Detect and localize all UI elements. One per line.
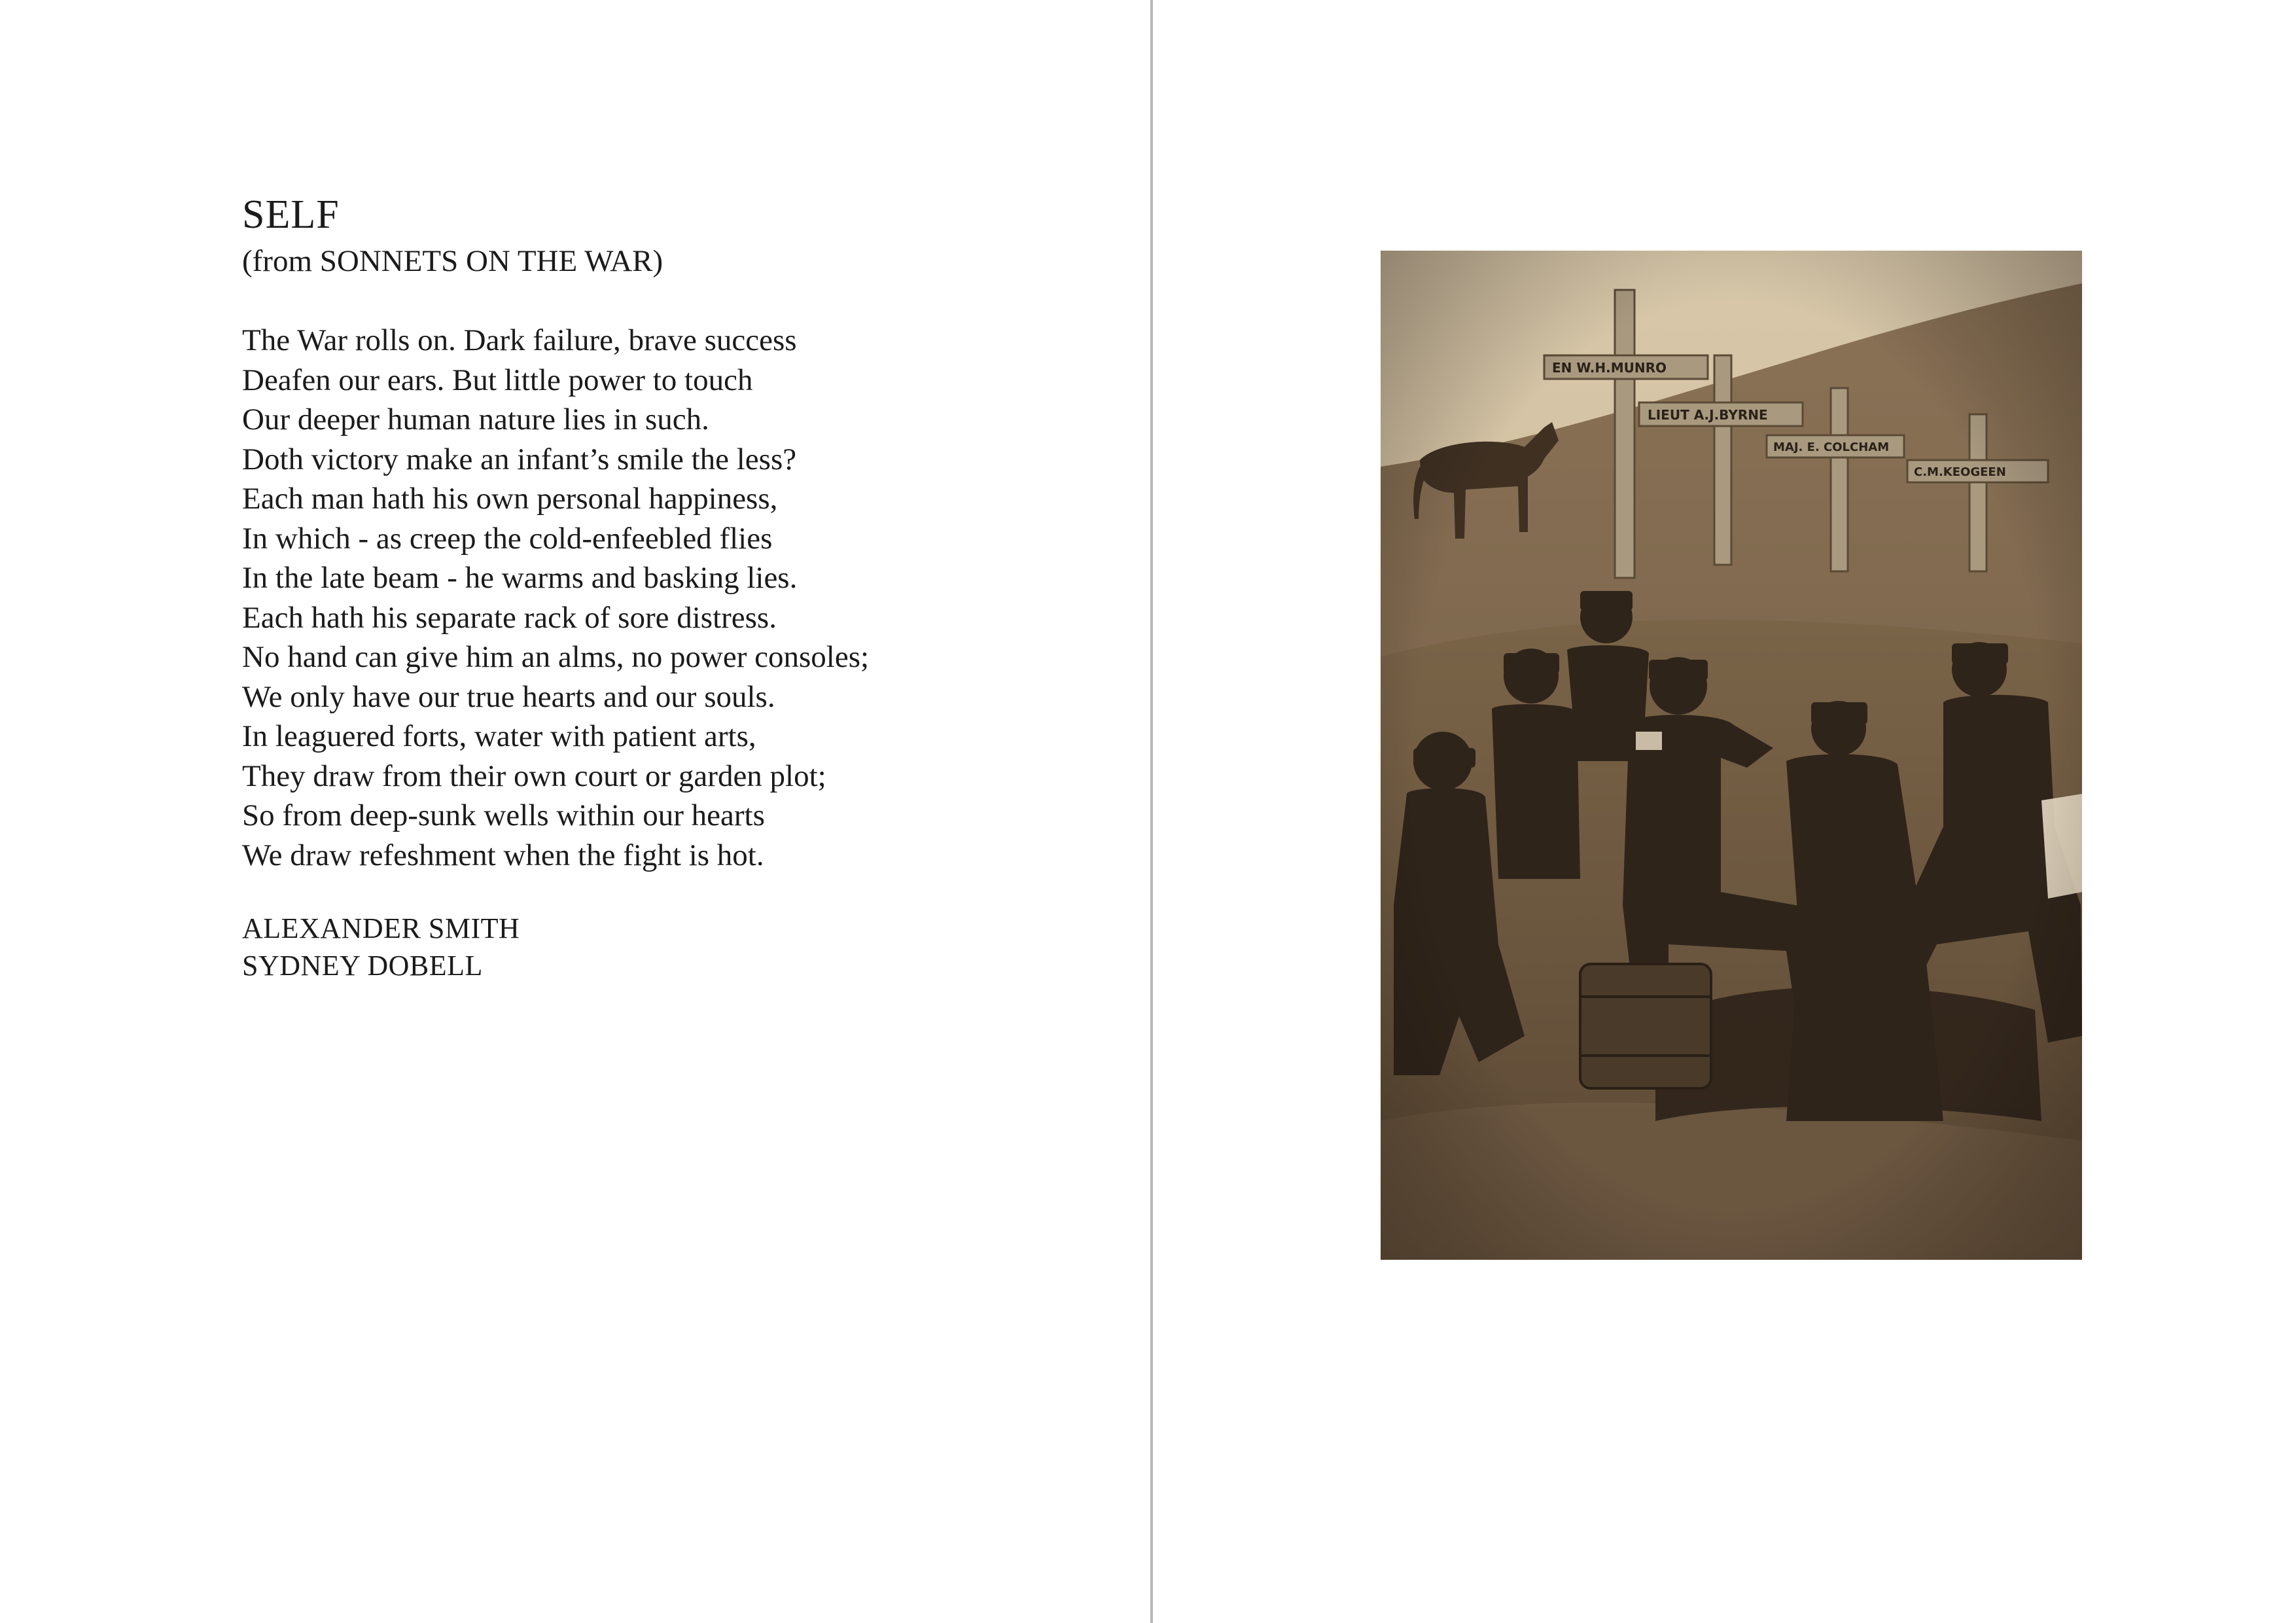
poem-line: No hand can give him an alms, no power consoles; (242, 640, 870, 674)
author-name: ALEXANDER SMITH (242, 912, 520, 944)
poem-authors (242, 910, 520, 984)
poem-line: In the late beam - he warms and basking lies. (242, 561, 798, 595)
page-gutter (1150, 0, 1153, 1623)
poem-line: We draw refeshment when the fight is hot. (242, 838, 764, 872)
poem-line: In leaguered forts, water with patient arts, (242, 719, 756, 753)
photo-illustration (1381, 251, 2082, 1260)
poem-line: Each hath his separate rack of sore distress. (242, 600, 777, 635)
poem-line: In which - as creep the cold-enfeebled flies (242, 521, 773, 556)
author-name: SYDNEY DOBELL (242, 950, 483, 982)
right-page (1154, 0, 2296, 1623)
poem-subtitle: (from SONNETS ON THE WAR) (242, 244, 663, 278)
poem-title: SELF (242, 192, 340, 237)
sepia-photograph (1381, 251, 2082, 1260)
poem-line: Doth victory make an infant’s smile the less? (242, 442, 797, 476)
poem-line: Each man hath his own personal happiness, (242, 482, 778, 516)
poem-line: So from deep-sunk wells within our hearts (242, 798, 765, 832)
poem-stanza (242, 321, 869, 875)
poem-line: They draw from their own court or garden plot; (242, 758, 826, 793)
poem-line: Our deeper human nature lies in such. (242, 402, 709, 437)
poem-line: The War rolls on. Dark failure, brave success (242, 323, 797, 357)
poem-line: We only have our true hearts and our souls. (242, 679, 775, 714)
poem-line: Deafen our ears. But little power to touch (242, 363, 753, 397)
